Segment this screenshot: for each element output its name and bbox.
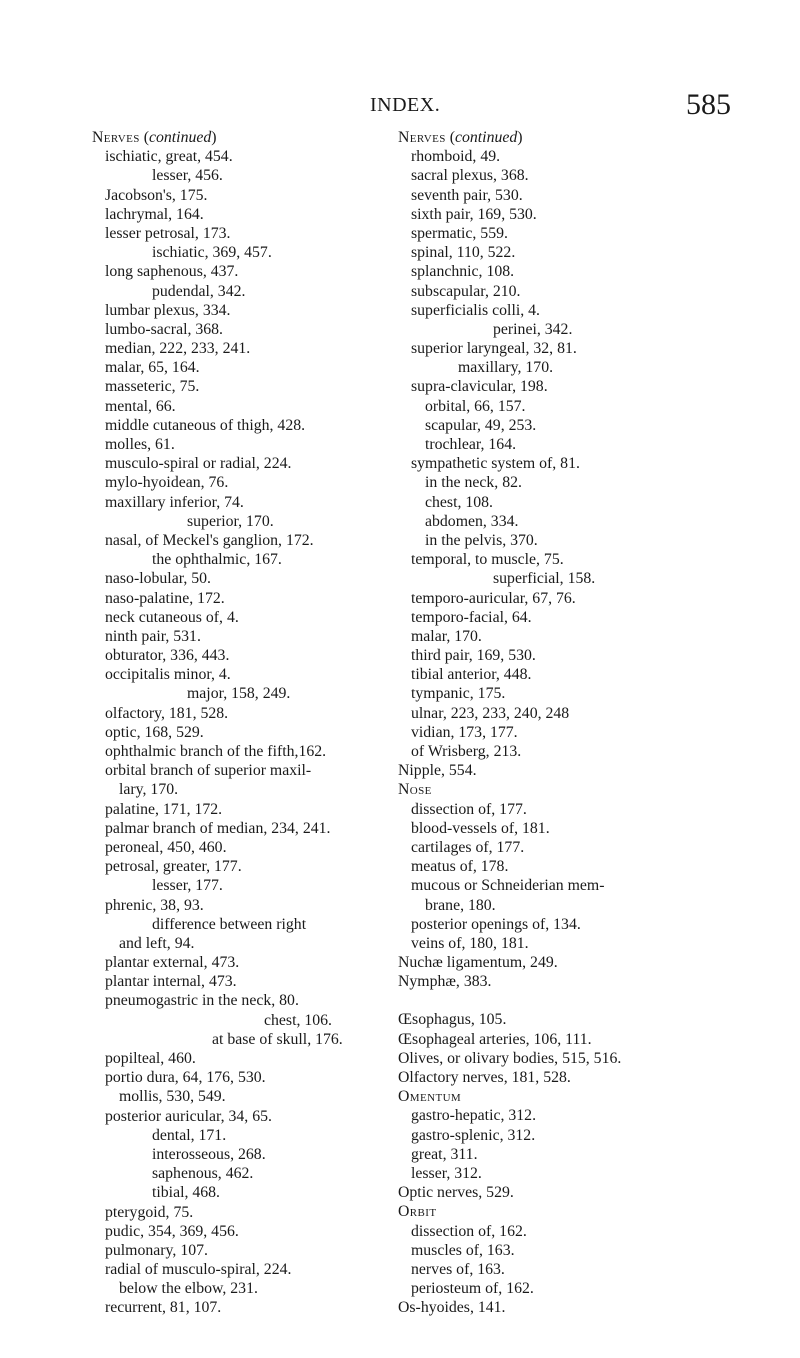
index-entry: pudendal, 342.: [152, 282, 246, 300]
index-entry: phrenic, 38, 93.: [105, 896, 204, 914]
index-entry: ulnar, 223, 233, 240, 248: [411, 704, 570, 722]
index-entry: lesser petrosal, 173.: [105, 224, 231, 242]
index-entry: naso-palatine, 172.: [105, 589, 225, 607]
index-entry: splanchnic, 108.: [411, 263, 515, 281]
index-entry: great, 311.: [411, 1145, 478, 1163]
index-entry: pudic, 354, 369, 456.: [105, 1222, 239, 1240]
index-entry: mollis, 530, 549.: [119, 1088, 226, 1106]
index-entry: temporo-facial, 64.: [411, 608, 532, 626]
index-entry: seventh pair, 530.: [411, 186, 523, 204]
index-entry: dissection of, 177.: [411, 800, 527, 818]
index-entry: lumbo-sacral, 368.: [105, 320, 224, 338]
index-heading: Nose: [398, 781, 432, 799]
index-entry: superior laryngeal, 32, 81.: [411, 340, 577, 358]
index-entry: lachrymal, 164.: [105, 205, 204, 223]
section-gap: [398, 991, 758, 1010]
index-entry: cartilages of, 177.: [411, 838, 525, 856]
index-entry: obturator, 336, 443.: [105, 647, 230, 665]
page-header: [0, 88, 800, 128]
index-entry: sixth pair, 169, 530.: [411, 205, 537, 223]
index-entry: posterior openings of, 134.: [411, 915, 581, 933]
index-entry: temporal, to muscle, 75.: [411, 551, 564, 569]
index-entry: major, 158, 249.: [187, 685, 291, 703]
index-entry: superficial, 158.: [493, 570, 596, 588]
index-entry: Œsophageal arteries, 106, 111.: [398, 1030, 592, 1048]
index-entry: third pair, 169, 530.: [411, 647, 536, 665]
index-entry: occipitalis minor, 4.: [105, 666, 231, 684]
index-entry: Optic nerves, 529.: [398, 1184, 514, 1202]
index-entry: recurrent, 81, 107.: [105, 1299, 222, 1317]
index-entry: brane, 180.: [425, 896, 496, 914]
index-entry: Olives, or olivary bodies, 515, 516.: [398, 1049, 622, 1067]
index-entry: abdomen, 334.: [425, 512, 519, 530]
index-entry: ischiatic, great, 454.: [105, 148, 233, 166]
index-column-right: [398, 128, 758, 1317]
index-entry: dental, 171.: [152, 1126, 227, 1144]
index-entry: naso-lobular, 50.: [105, 570, 211, 588]
index-entry: portio dura, 64, 176, 530.: [105, 1069, 266, 1087]
index-entry: Nuchæ ligamentum, 249.: [398, 954, 558, 972]
index-entry: scapular, 49, 253.: [425, 416, 537, 434]
index-entry: below the elbow, 231.: [119, 1280, 258, 1298]
index-entry: tympanic, 175.: [411, 685, 506, 703]
index-entry: and left, 94.: [119, 934, 195, 952]
index-entry: plantar internal, 473.: [105, 973, 237, 991]
index-entry: long saphenous, 437.: [105, 263, 239, 281]
index-entry: Nipple, 554.: [398, 762, 477, 780]
index-entry: tibial anterior, 448.: [411, 666, 532, 684]
index-entry: palmar branch of median, 234, 241.: [105, 819, 331, 837]
index-entry: in the pelvis, 370.: [425, 531, 538, 549]
index-heading: Nerves (continued): [92, 129, 217, 146]
index-entry: chest, 106.: [264, 1011, 333, 1029]
index-entry: orbital branch of superior maxil-: [105, 762, 312, 780]
index-entry: superficialis colli, 4.: [411, 301, 540, 319]
index-entry: sympathetic system of, 81.: [411, 455, 580, 473]
index-entry: posterior auricular, 34, 65.: [105, 1107, 272, 1125]
index-entry: vidian, 173, 177.: [411, 723, 518, 741]
index-entry: difference between right: [152, 915, 307, 933]
index-entry: periosteum of, 162.: [411, 1280, 534, 1298]
index-entry: spermatic, 559.: [411, 224, 508, 242]
index-entry: tibial, 468.: [152, 1184, 221, 1202]
index-entry: Os-hyoides, 141.: [398, 1299, 506, 1317]
index-entry: supra-clavicular, 198.: [411, 378, 548, 396]
index-entry: of Wrisberg, 213.: [411, 743, 522, 760]
index-entry: maxillary, 170.: [458, 359, 554, 377]
index-heading: Omentum: [398, 1088, 462, 1106]
index-entry: malar, 170.: [411, 627, 482, 645]
index-entry: spinal, 110, 522.: [411, 244, 516, 262]
index-entry: maxillary inferior, 74.: [105, 493, 244, 511]
index-entry: trochlear, 164.: [425, 436, 517, 453]
index-entry: olfactory, 181, 528.: [105, 704, 229, 722]
index-entry: gastro-hepatic, 312.: [411, 1107, 537, 1125]
index-entry: palatine, 171, 172.: [105, 800, 223, 818]
index-entry: neck cutaneous of, 4.: [105, 608, 239, 626]
index-entry: muscles of, 163.: [411, 1241, 515, 1259]
index-entry: musculo-spiral or radial, 224.: [105, 455, 292, 473]
index-entry: lumbar plexus, 334.: [105, 301, 231, 319]
index-entry: temporo-auricular, 67, 76.: [411, 589, 576, 607]
index-entry: peroneal, 450, 460.: [105, 838, 227, 856]
index-entry: Jacobson's, 175.: [105, 186, 208, 204]
index-entry: Nymphæ, 383.: [398, 973, 492, 991]
index-entry: lary, 170.: [119, 781, 179, 799]
index-entry: lesser, 177.: [152, 877, 223, 895]
page-number: 585: [686, 88, 731, 121]
index-entry: mucous or Schneiderian mem-: [411, 877, 605, 895]
index-entry: in the neck, 82.: [425, 474, 522, 492]
index-entry: interosseous, 268.: [152, 1145, 266, 1163]
index-entry: ophthalmic branch of the fifth,162.: [105, 743, 327, 760]
index-entry: orbital, 66, 157.: [425, 397, 526, 415]
index-entry: nasal, of Meckel's ganglion, 172.: [105, 531, 314, 549]
index-entry: superior, 170.: [187, 512, 274, 530]
index-entry: subscapular, 210.: [411, 282, 521, 300]
index-entry: rhomboid, 49.: [411, 148, 501, 166]
index-entry: mylo-hyoidean, 76.: [105, 474, 229, 492]
index-entry: at base of skull, 176.: [212, 1030, 343, 1048]
index-column-left: [92, 128, 397, 1318]
index-entry: ninth pair, 531.: [105, 627, 201, 645]
index-entry: lesser, 312.: [411, 1164, 482, 1182]
index-entry: nerves of, 163.: [411, 1260, 505, 1278]
index-entry: pterygoid, 75.: [105, 1203, 194, 1221]
index-entry: dissection of, 162.: [411, 1222, 527, 1240]
index-entry: Olfactory nerves, 181, 528.: [398, 1069, 571, 1086]
index-entry: lesser, 456.: [152, 167, 223, 185]
running-title: INDEX.: [370, 94, 441, 116]
index-entry: popilteal, 460.: [105, 1050, 196, 1067]
index-entry: sacral plexus, 368.: [411, 167, 529, 185]
index-entry: chest, 108.: [425, 493, 494, 511]
index-entry: meatus of, 178.: [411, 858, 509, 876]
index-entry: middle cutaneous of thigh, 428.: [105, 416, 306, 434]
index-entry: radial of musculo-spiral, 224.: [105, 1261, 292, 1279]
index-entry: the ophthalmic, 167.: [152, 551, 282, 569]
index-entry: molles, 61.: [105, 436, 175, 453]
index-entry: petrosal, greater, 177.: [105, 858, 242, 876]
index-entry: blood-vessels of, 181.: [411, 819, 550, 837]
index-heading: Orbit: [398, 1203, 437, 1221]
index-entry: masseteric, 75.: [105, 378, 200, 396]
index-heading: Nerves (continued): [398, 129, 523, 146]
index-entry: Œsophagus, 105.: [398, 1011, 507, 1029]
index-entry: ischiatic, 369, 457.: [152, 244, 272, 262]
index-entry: gastro-splenic, 312.: [411, 1126, 536, 1144]
index-entry: saphenous, 462.: [152, 1165, 254, 1183]
index-entry: plantar external, 473.: [105, 954, 240, 972]
index-entry: perinei, 342.: [493, 320, 573, 338]
index-entry: veins of, 180, 181.: [411, 934, 529, 952]
index-entry: optic, 168, 529.: [105, 723, 204, 741]
index-entry: pulmonary, 107.: [105, 1241, 208, 1259]
index-entry: pneumogastric in the neck, 80.: [105, 992, 299, 1010]
index-entry: mental, 66.: [105, 397, 176, 415]
index-entry: malar, 65, 164.: [105, 359, 200, 377]
index-entry: median, 222, 233, 241.: [105, 340, 251, 358]
